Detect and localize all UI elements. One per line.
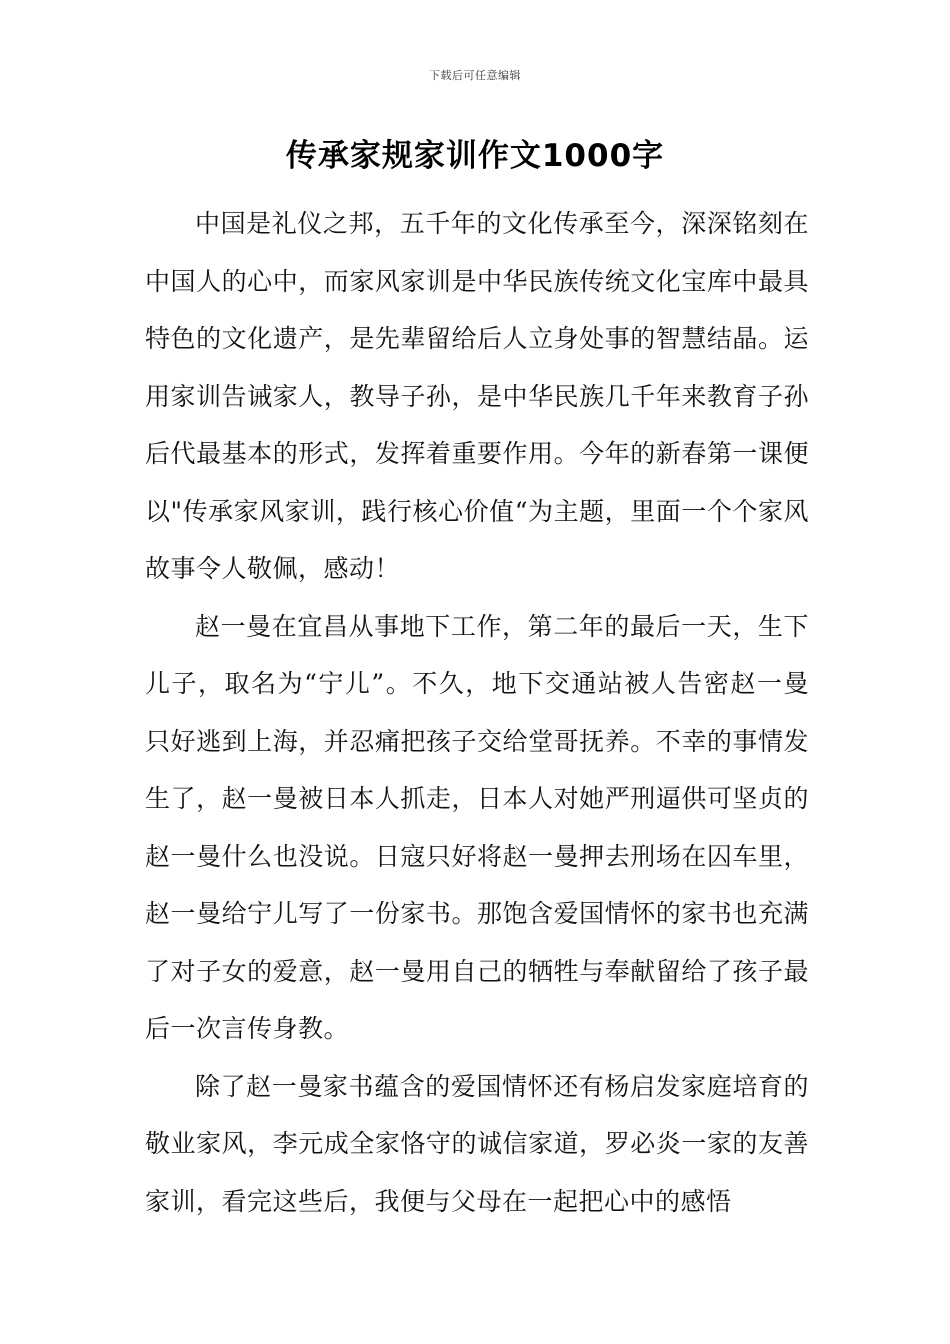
document-title: 传承家规家训作文1000字 [285,138,665,174]
paragraph: 赵一曼在宜昌从事地下工作，第二年的最后一天，生下儿子，取名为“宁儿”。不久，地下交通站被人告密赵一曼只好逃到上海，并忍痛把孩子交给堂哥抚养。不幸的事情发生了，赵一曼被日本人抓走，日本人对她严刑逼供可坚贞的赵一曼什么也没说。日寇只好将赵一曼押去刑场在囚车里，赵一曼给宁儿写了一份家书。那饱含爱国情怀的家书也充满了对子女的爱意，赵一曼用自己的牺牲与奉献留给了孩子最后一次言传身教。 [145,611,809,1043]
document-body [145,195,809,1230]
paragraph: 除了赵一曼家书蕴含的爱国情怀还有杨启发家庭培育的敬业家风，李元成全家恪守的诚信家道，罗必炎一家的友善家训，看完这些后，我便与父母在一起把心中的感悟 [145,1071,809,1216]
header-note: 下载后可任意编辑 [429,69,521,82]
paragraph: 中国是礼仪之邦，五千年的文化传承至今，深深铭刻在中国人的心中，而家风家训是中华民族传统文化宝库中最具特色的文化遗产，是先辈留给后人立身处事的智慧结晶。运用家训告诫家人，教导子孙，是中华民族几千年来教育子孙后代最基本的形式，发挥着重要作用。今年的新春第一课便以"传承家风家训，践行核心价值“为主题，里面一个个家风故事令人敬佩，感动！ [145,209,809,583]
